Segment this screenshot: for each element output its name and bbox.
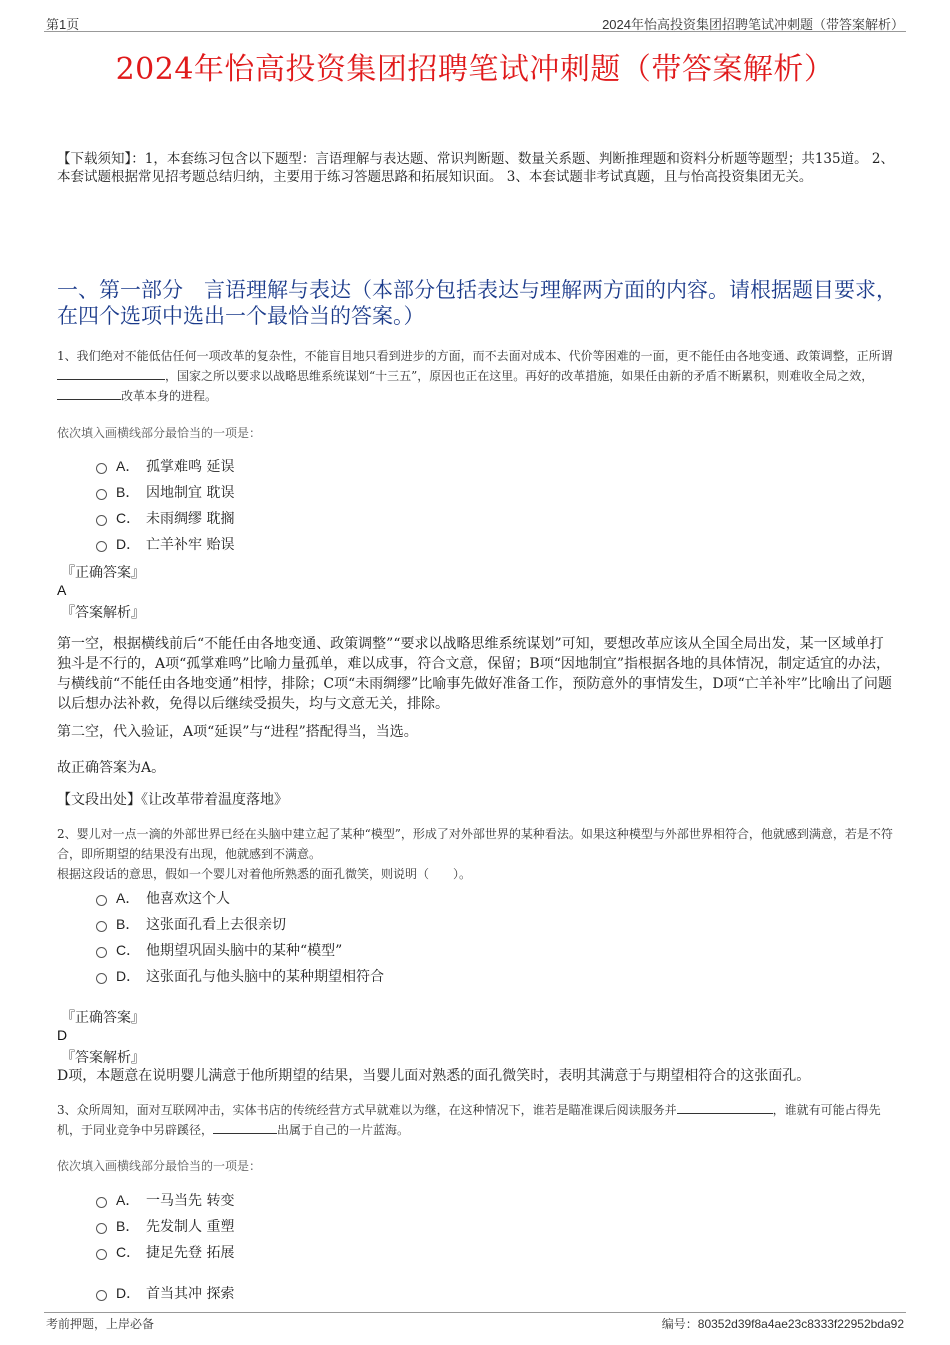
question-3-text: 3、众所周知，面对互联网冲击，实体书店的传统经营方式早就难以为继，在这种情况下，谁若是瞄准课后阅读服务并 ，谁就有可能占得先机，于同业竞争中另辟蹊径， 出属于自己的一片蓝海。 (57, 1103, 881, 1137)
question-2-prompt: 根据这段话的意思，假如一个婴儿对着他所熟悉的面孔微笑，则说明（ ）。 (57, 867, 472, 881)
q2-answer: D (57, 1027, 68, 1043)
q2-analysis: D项，本题意在说明婴儿满意于他所期望的结果，当婴儿面对熟悉的面孔微笑时，表明其满意于与期望相符合的这张面孔。 (57, 1068, 811, 1084)
q3-option-c[interactable]: C． 捷足先登 拓展 (96, 1242, 234, 1262)
radio-icon[interactable] (96, 1249, 107, 1260)
q2-option-c[interactable]: C． 他期望巩固头脑中的某种“模型” (96, 940, 342, 960)
header-divider (44, 31, 906, 32)
radio-icon[interactable] (96, 1197, 107, 1208)
radio-icon[interactable] (96, 463, 107, 474)
page-title: 2024年怡高投资集团招聘笔试冲刺题（带答案解析） (115, 52, 835, 87)
radio-icon[interactable] (96, 489, 107, 500)
q1-option-a[interactable]: A． 孤掌难鸣 延误 (96, 456, 234, 476)
radio-icon[interactable] (96, 1290, 107, 1301)
q1-source: 【文段出处】《让改革带着温度落地》 (57, 792, 288, 808)
q1-option-c[interactable]: C． 未雨绸缪 耽搁 (96, 508, 234, 528)
footer-divider (44, 1312, 906, 1313)
q1-option-d[interactable]: D． 亡羊补牢 贻误 (96, 534, 234, 554)
running-header-title: 2024年怡高投资集团招聘笔试冲刺题（带答案解析） (602, 17, 904, 32)
radio-icon[interactable] (96, 895, 107, 906)
blank-1 (57, 367, 165, 380)
question-2-text: 2、婴儿对一点一滴的外部世界已经在头脑中建立起了某种“模型”，形成了对外部世界的某种看法。如果这种模型与外部世界相符合，他就感到满意，若是不符合，即所期望的结果没有出现，他就感到不满意。 (57, 827, 893, 861)
footer-slogan: 考前押题，上岸必备 (46, 1317, 155, 1331)
blank-2 (57, 387, 121, 400)
download-notice: 【下载须知】：1，本套练习包含以下题型：言语理解与表达题、常识判断题、数量关系题、判断推理题和资料分析题等题型；共135道。 2、本套试题根据常见招考题总结归纳，主要用于练习答题思路和拓展知识面。 3、本套试题非考试真题，且与怡高投资集团无关。 (57, 151, 894, 185)
q2-option-b[interactable]: B． 这张面孔看上去很亲切 (96, 914, 286, 934)
q3-option-a[interactable]: A． 一马当先 转变 (96, 1190, 234, 1210)
q1-option-b[interactable]: B． 因地制宜 耽误 (96, 482, 234, 502)
document-id: 编号：80352d39f8a4ae23c8333f22952bda92 (661, 1317, 904, 1331)
q1-analysis-1: 第一空，根据横线前后“不能任由各地变通、政策调整”“要求以战略思维系统谋划”可知，要想改革应该从全国全局出发，某一区域单打独斗是不行的，A项“孤掌难鸣”比喻力量孤单，难以成事，符合文意，保留；B项“因地制宜”指根据各地的具体情况，制定适宜的办法，与横线前“不能任由各地变通”相悖，排除；C项“未雨绸缪”比喻事先做好准备工作，预防意外的事情发生，D项“亡羊补牢”比喻出了问题以后想办法补救，免得以后继续受损失，均与文意无关，排除。 (57, 636, 892, 712)
q2-answer-label: 『正确答案』 (61, 1010, 145, 1026)
page-number: 第1页 (46, 17, 80, 32)
q2-option-a[interactable]: A． 他喜欢这个人 (96, 888, 230, 908)
q1-answer-label: 『正确答案』 (61, 565, 145, 581)
section-heading: 一、第一部分 言语理解与表达（本部分包括表达与理解两方面的内容。请根据题目要求，在四个选项中选出一个最恰当的答案。） (57, 278, 897, 328)
question-1-text: 1、我们绝对不能低估任何一项改革的复杂性，不能盲目地只看到进步的方面，而不去面对成本、代价等困难的一面，更不能任由各地变通、政策调整，正所谓，国家之所以要求以战略思维系统谋划“十三五”，原因也正在这里。再好的改革措施，如果任由新的矛盾不断累积，则难收全局之效，改革本身的进程。 (57, 349, 893, 403)
radio-icon[interactable] (96, 947, 107, 958)
radio-icon[interactable] (96, 921, 107, 932)
q1-analysis-3: 故正确答案为A。 (57, 760, 166, 776)
q1-answer: A (57, 582, 67, 598)
q2-analysis-label: 『答案解析』 (61, 1050, 145, 1066)
q1-analysis-label: 『答案解析』 (61, 605, 145, 621)
blank-3 (677, 1101, 773, 1114)
question-1-instruction: 依次填入画横线部分最恰当的一项是： (57, 426, 262, 440)
radio-icon[interactable] (96, 515, 107, 526)
q3-option-b[interactable]: B． 先发制人 重塑 (96, 1216, 234, 1236)
q3-option-d[interactable]: D． 首当其冲 探索 (96, 1283, 234, 1303)
radio-icon[interactable] (96, 973, 107, 984)
blank-4 (213, 1121, 277, 1134)
radio-icon[interactable] (96, 541, 107, 552)
radio-icon[interactable] (96, 1223, 107, 1234)
q1-analysis-2: 第二空，代入验证，A项“延误”与“进程”搭配得当，当选。 (57, 724, 418, 740)
question-3-instruction: 依次填入画横线部分最恰当的一项是： (57, 1159, 262, 1173)
q2-option-d[interactable]: D． 这张面孔与他头脑中的某种期望相符合 (96, 966, 384, 986)
